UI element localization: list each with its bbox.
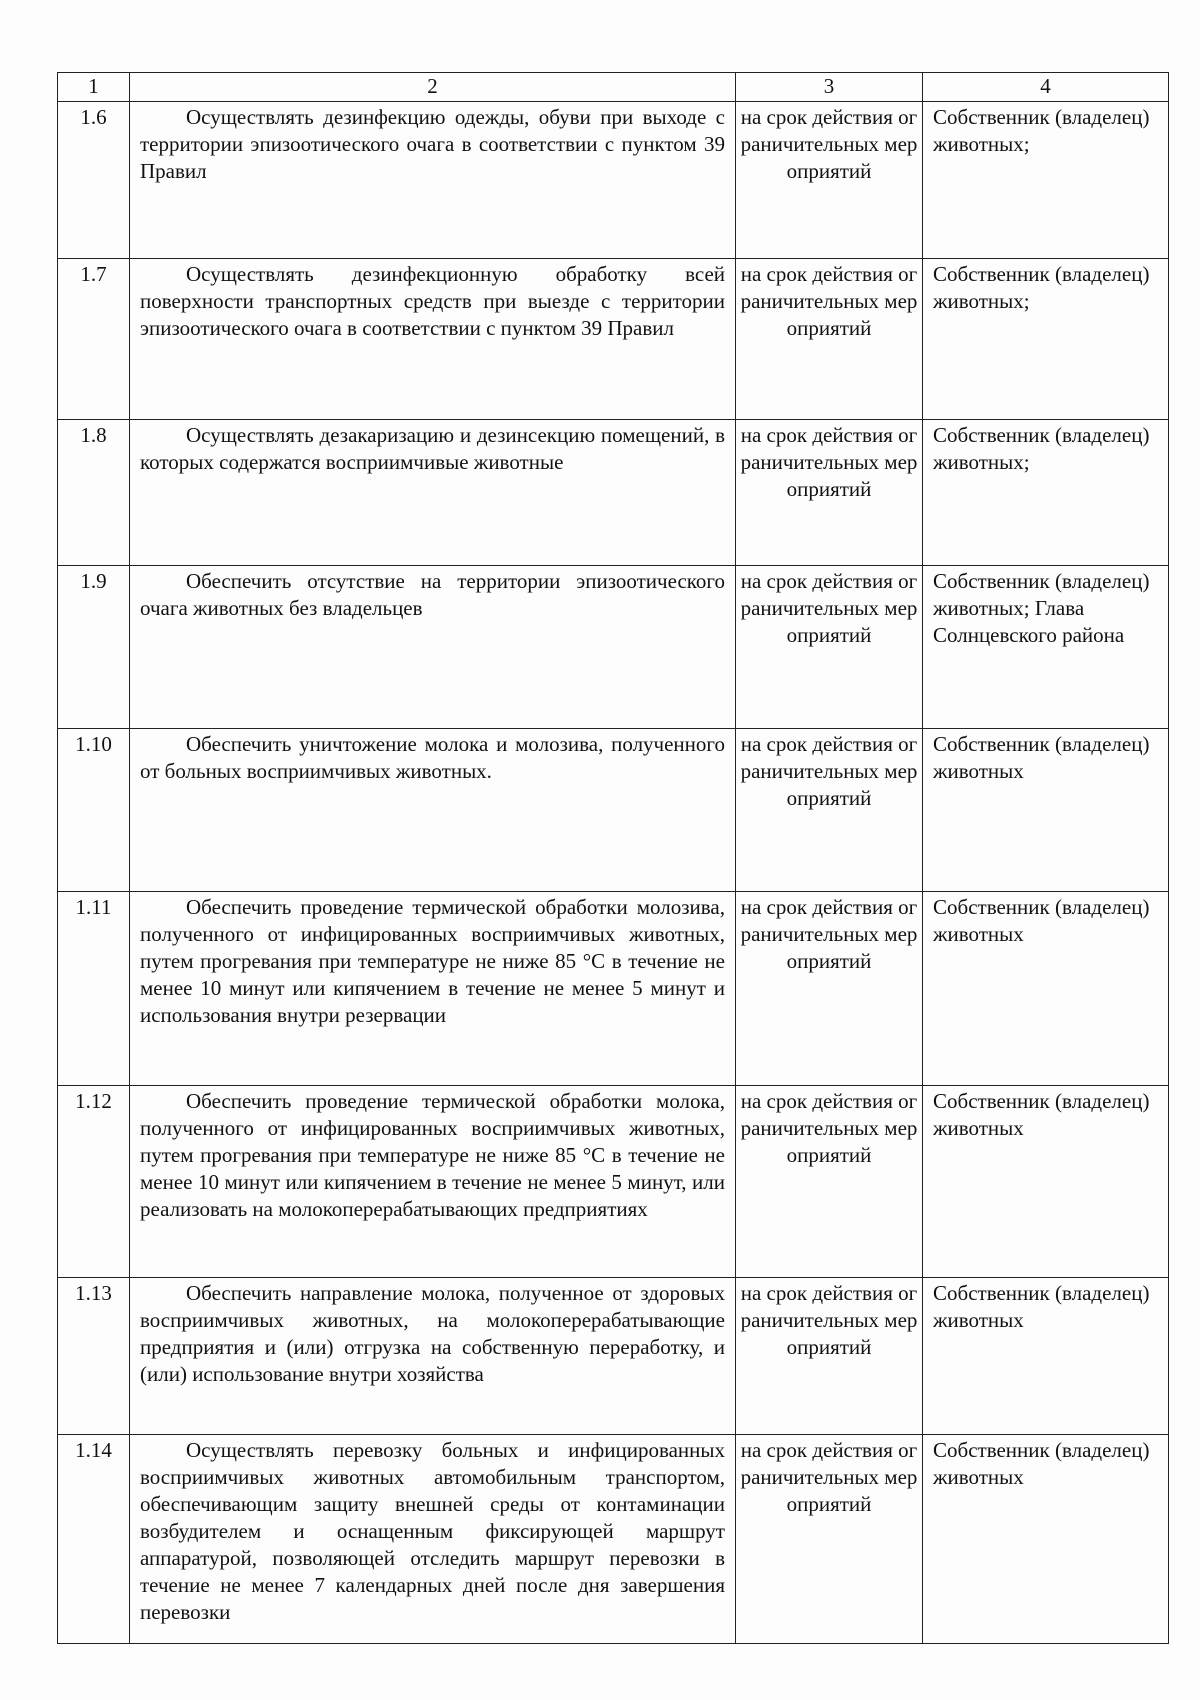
table-body xyxy=(58,102,1169,1644)
row-responsible: Собственник (владелец) животных xyxy=(923,1086,1169,1278)
row-number: 1.6 xyxy=(58,102,130,259)
row-number: 1.7 xyxy=(58,259,130,420)
row-period: на срок действия ограничительных мероприятий xyxy=(736,259,923,420)
measure-text: Осуществлять дезинфекционную обработку всей поверхности транспортных средств при выезде с территории эпизоотического очага в соответствии с пунктом 39 Правил xyxy=(140,262,725,340)
row-period: на срок действия ограничительных мероприятий xyxy=(736,1435,923,1644)
table-row xyxy=(58,1278,1169,1435)
measure-text: Обеспечить проведение термической обработки молока, полученного от инфицированных восприимчивых животных, путем прогревания при температуре не ниже 85 °C в течение не менее 10 минут или кипячением в течение не менее 5 минут, или реализовать на молокоперерабатывающих предприятиях xyxy=(140,1089,725,1221)
row-responsible: Собственник (владелец) животных xyxy=(923,892,1169,1086)
header-col-1: 1 xyxy=(58,73,130,102)
row-responsible: Собственник (владелец) животных; Глава Солнцевского района xyxy=(923,566,1169,729)
row-measure xyxy=(130,892,736,1086)
row-number: 1.13 xyxy=(58,1278,130,1435)
row-period: на срок действия ограничительных мероприятий xyxy=(736,566,923,729)
row-number: 1.11 xyxy=(58,892,130,1086)
row-measure xyxy=(130,1278,736,1435)
row-responsible: Собственник (владелец) животных; xyxy=(923,259,1169,420)
measure-text: Обеспечить проведение термической обработки молозива, полученного от инфицированных восприимчивых животных, путем прогревания при температуре не ниже 85 °C в течение не менее 10 минут или кипячением в течение не менее 5 минут и использования внутри резервации xyxy=(140,895,725,1027)
measure-text: Осуществлять дезинфекцию одежды, обуви при выходе с территории эпизоотического очага в соответствии с пунктом 39 Правил xyxy=(140,105,725,183)
row-period: на срок действия ограничительных мероприятий xyxy=(736,420,923,566)
measure-text: Осуществлять дезакаризацию и дезинсекцию помещений, в которых содержатся восприимчивые животные xyxy=(140,423,725,474)
table-row xyxy=(58,566,1169,729)
row-responsible: Собственник (владелец) животных; xyxy=(923,420,1169,566)
row-number: 1.14 xyxy=(58,1435,130,1644)
measure-text: Осуществлять перевозку больных и инфицированных восприимчивых животных автомобильным транспортом, обеспечивающим защиту внешней среды от контаминации возбудителем и оснащенным фиксирующей маршрут аппаратурой, позволяющей отследить маршрут перевозки в течение не менее 7 календарных дней после дня завершения перевозки xyxy=(140,1438,725,1624)
table-row xyxy=(58,102,1169,259)
row-number: 1.9 xyxy=(58,566,130,729)
header-col-4: 4 xyxy=(923,73,1169,102)
row-period: на срок действия ограничительных мероприятий xyxy=(736,1278,923,1435)
table-row xyxy=(58,892,1169,1086)
row-period: на срок действия ограничительных мероприятий xyxy=(736,729,923,892)
row-responsible: Собственник (владелец) животных xyxy=(923,729,1169,892)
row-number: 1.8 xyxy=(58,420,130,566)
row-period: на срок действия ограничительных мероприятий xyxy=(736,1086,923,1278)
table-header xyxy=(58,73,1169,102)
row-period: на срок действия ограничительных мероприятий xyxy=(736,892,923,1086)
row-measure xyxy=(130,259,736,420)
measure-text: Обеспечить направление молока, полученное от здоровых восприимчивых животных, на молокоперерабатывающие предприятия и (или) отгрузка на собственную переработку, и (или) использование внутри хозяйства xyxy=(140,1281,725,1386)
header-row xyxy=(58,73,1169,102)
row-number: 1.12 xyxy=(58,1086,130,1278)
row-measure xyxy=(130,102,736,259)
row-measure xyxy=(130,420,736,566)
row-responsible: Собственник (владелец) животных xyxy=(923,1435,1169,1644)
measures-table xyxy=(57,72,1169,1644)
row-period: на срок действия ограничительных мероприятий xyxy=(736,102,923,259)
header-col-2: 2 xyxy=(130,73,736,102)
measure-text: Обеспечить уничтожение молока и молозива, полученного от больных восприимчивых животных. xyxy=(140,732,725,783)
row-measure xyxy=(130,729,736,892)
table-row xyxy=(58,259,1169,420)
table-row xyxy=(58,420,1169,566)
row-measure xyxy=(130,566,736,729)
header-col-3: 3 xyxy=(736,73,923,102)
table-row xyxy=(58,729,1169,892)
table-row xyxy=(58,1435,1169,1644)
row-number: 1.10 xyxy=(58,729,130,892)
row-measure xyxy=(130,1435,736,1644)
row-measure xyxy=(130,1086,736,1278)
row-responsible: Собственник (владелец) животных xyxy=(923,1278,1169,1435)
measure-text: Обеспечить отсутствие на территории эпизоотического очага животных без владельцев xyxy=(140,569,725,620)
table-row xyxy=(58,1086,1169,1278)
row-responsible: Собственник (владелец) животных; xyxy=(923,102,1169,259)
